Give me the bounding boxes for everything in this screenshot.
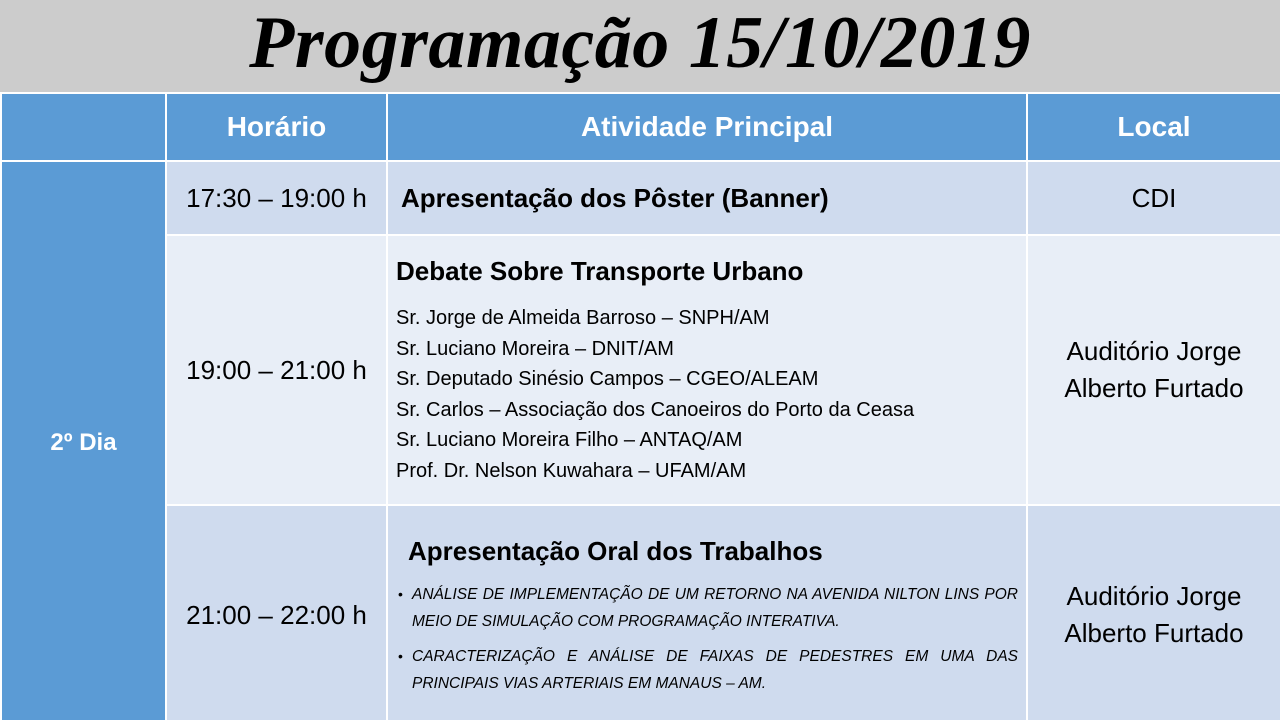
speaker-item: Sr. Luciano Moreira Filho – ANTAQ/AM — [396, 429, 743, 451]
activity-title: Debate Sobre Transporte Urbano — [396, 256, 804, 286]
header-activity: Atividade Principal — [387, 93, 1027, 161]
speaker-item: Sr. Carlos – Associação dos Canoeiros do Porto da Ceasa — [396, 398, 915, 421]
activity-cell — [387, 235, 1027, 505]
header-day — [1, 93, 166, 161]
header-time: Horário — [166, 93, 387, 161]
day-label: 2º Dia — [1, 161, 166, 720]
table-row — [1, 505, 1280, 720]
time-cell: 17:30 – 19:00 h — [166, 161, 387, 235]
bullet-icon: • — [398, 648, 403, 664]
activity-cell — [387, 505, 1027, 720]
location-cell: CDI — [1027, 161, 1280, 235]
speaker-item: Sr. Jorge de Almeida Barroso – SNPH/AM — [396, 307, 770, 329]
paper-item — [398, 581, 1018, 635]
bullet-icon: • — [398, 586, 403, 602]
speaker-item: Prof. Dr. Nelson Kuwahara – UFAM/AM — [396, 459, 747, 482]
page-title: Programação 15/10/2019 — [249, 2, 1031, 84]
title-bar — [0, 0, 1280, 92]
table-row — [1, 161, 1280, 235]
paper-list — [398, 581, 1018, 697]
schedule-table — [0, 92, 1280, 720]
speaker-item: Sr. Deputado Sinésio Campos – CGEO/ALEAM — [396, 368, 819, 390]
time-cell: 21:00 – 22:00 h — [166, 505, 387, 720]
table-row — [1, 235, 1280, 505]
activity-title: Apresentação Oral dos Trabalhos — [408, 536, 823, 566]
paper-title: CARACTERIZAÇÃO E ANÁLISE DE FAIXAS DE PEDESTRES EM UMA DAS PRINCIPAIS VIAS ARTERIAIS EM MANAUS – AM. — [412, 648, 1018, 692]
header-location: Local — [1027, 93, 1280, 161]
activity-cell — [387, 161, 1027, 235]
location-cell: Auditório Jorge Alberto Furtado — [1027, 505, 1280, 720]
activity-title: Apresentação dos Pôster (Banner) — [401, 182, 829, 213]
paper-title: ANÁLISE DE IMPLEMENTAÇÃO DE UM RETORNO NA AVENIDA NILTON LINS POR MEIO DE SIMULAÇÃO COM PROGRAMAÇÃO INTERATIVA. — [412, 586, 1018, 630]
speaker-list — [396, 303, 1026, 486]
header-row — [1, 93, 1280, 161]
time-cell: 19:00 – 21:00 h — [166, 235, 387, 505]
location-cell: Auditório Jorge Alberto Furtado — [1027, 235, 1280, 505]
paper-item — [398, 643, 1018, 697]
speaker-item: Sr. Luciano Moreira – DNIT/AM — [396, 337, 674, 360]
